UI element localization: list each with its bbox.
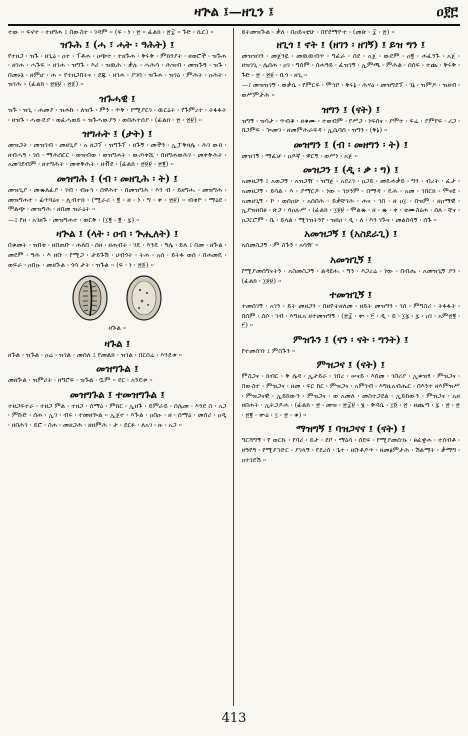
cowrie-shell-back-image [124,274,164,322]
dictionary-entry [242,289,461,331]
dictionary-entry [8,93,227,125]
headword: ዝጉሓዊ ፤ [99,93,136,105]
continued-text: ተው ። ፍኖተ ፡ ተዘግሐ ፤ በውስተ ፡ ገዳም ። (ፍ ፡ ነ ፡ ፳ ። ፊልክ ፡ ፳፰ ። ጉድ ፡ ኪር) ። [8,28,214,36]
dictionary-entry [8,173,227,225]
headword: መዝግጉል ፤ [96,364,139,376]
dictionary-entry [242,104,461,136]
dictionary-entry [8,389,227,431]
definition: ዝግኝ ፡ ዝሳታ ፡ ጥብቆ ፡ ዘቁሙ ፡ ተወብም ፡ የሥጋ ፡ ነፍሰና ፡ ያሞተ ፡ ፍሬ ፡ ያምየፍ ፡ ሪጋ ፡ በጋምፍ ፡ ኈመገ ፡ ዘመምሕራፍዳ ፡ ኢሴባሰ ፡ ዝግን ፡ (ቅኔ) ። [241,116,460,135]
dictionary-entry [242,139,461,162]
definition: አመዘጋኝ ፤ አወጋኝ ፡ አዝጋዥ ፡ ዝግጀ ፡ አደረገ ፡ ዐጋይ ፡ መዴሐቃይ ፡ ግን ፡ ብረት ፡ ፈታ ፡ አመዘጋኝ ፡ ይሳል ፡ እ ፡ ያማርዶ ፡ ነው ፡ ገኃንም ፡ በማዳ ፡ ዴሐ ፡ አመ ፡ ገበርክ ፡ ሞናዩ ፡ አመዘጊኝ ፡ ኮ ፡ ወሰዐሁ ፡ አሰበሕ ፡ ይቃቸገሕ ፡ ሐና ፡ ገበ ፡ ዘ ዐ፲ ፡ በዝም ፡ ዘዐማዊ ፡ ኢያዝዘበፀ ፡ ጽጋ ፡ ሳዐሉሥ ፡ (ፊልክ ፡ ፲፱፱ ፡ ሞልቈ ፡ ዘ ፡ ቈ ፡ ቀ ፡ ቂሙስዕሐ ፡ ሰለ ፡ ቸና ፡ ዐጋርሮም ፡ ቤ ፡ ይላል ፡ ሚገዝትንየ ፡ ዝክዐ ፡ ዲ ፡ ለ ፡ እን ገጉና ፡ መልሰሳኝ ፡ ሰጉ ። [241,177,460,224]
dictionary-entry [242,164,461,225]
headword: ዝጉሕ ፤ (ሓ ፣ ሓት ፡ ዓሕት) ፤ [60,39,175,51]
headword: መዝግን ፤ (ብ ፡ መዘግን ፡ ት) ፤ [293,139,408,151]
headword: መዝግጉል ፤ ተመዝግጉል ፤ [69,389,165,401]
headword: አመዝጋኝ ፤ (አስደራጊ) ፤ [304,229,398,241]
sub-entry-note: —፤ የዘ ፡ አገዘጉ ፡ መዝግሐተ ፡ ወርቅ ፡ (፲፪ ፡ ፪ ፡ ፯) ። [8,215,140,224]
cowrie-shell-front-image [70,274,110,322]
definition: ዘጉል ፡ ዝጉል ፡ ዐሬ ፡ ዝገል ፡ መሰለ ፤ የመልክ ፡ ዝገል ፡ በርበሬ ፡ እንዴቱ ። [8,350,182,359]
definition: አሰመስጋኝ ፡ ም ስጉን ፡ አሳዥ ። [241,241,319,250]
headword: ማዝግኝ ፤ ባዝጋናና ፤ (ናት) ፤ [296,424,406,436]
definition: ተዘጋፍተራ ፡ ተዘጋ ምል ፡ ተዘጋ ፡ ሰማዕ ፡ ምክር ፡ ኢዘጉ ፡ ይምራይ ፡ ሰሌመ ፡ እንደ ስ ፡ አጋ ፡ ምኩድ ፡ ሰሐ ፡ ኢገ ፡ ብሩ ፡ ተመዘጐል ። ኢጀተ ፡ እጕል ፡ ዐበዑ ፡ ዘ ፡ ሰማዕ ፡ መሰሪ ፡ ዐዲ ፡ ዘበሕገ ፡ ይሮ ፡ ስሐ ፡ መዘጋሕ ፡ ዘዘምሕ ፡ ታ ፡ ደርፉ ፡ ለአገ ፡ ዙ ፡ አጋ ። [8,401,227,430]
headword: ዝግን ፤ (ናት) ፤ [321,104,380,116]
definition: መዝዝገን ፡ መጀንዬ ፡ መዉዉብጥ ፡ ግፈራ ፡ ሰደ ፡ አጀ ፡ ውደም ፡ ዐ፪ ፡ ሐፈንጉ ፡ አጀ ፡ ዘዝገጊ ፡ ሌሰሐ ፡ ዐገ ፡ ግሰም ፡ ሰሐዓይ ፡ ፈዝገኝ ፡ ኢምጫ ፡ ምሕል ፡ ሰሰፍ ፡ ተጨ ፡ ቅሩቅ ፡ ጉድ ፡ ፳ ፡ ፳፱ ፡ ቢጎ ፡ ዘጊ ። [241,51,460,79]
illustration-caption: ዛጕል ። [108,324,126,333]
headword: ምዝጋና ፤ (ናት) ፤ [316,360,385,372]
headword: ዛጕል ፤ (ላት ፡ ዐብ ፡ ጕሒለት) ፤ [56,229,179,241]
definition: ግርሻግኝ ፡ የ ወርኩ ፡ የባሪ ፡ ይታ ፡ ደቦ ፡ ማዕሳ ፡ ሰደፍ ፡ የሚያመሰገኑ ፡ ፀፈቋሐ ፡ ተሰብቶ ፡ ዘዓየዓ ፡ የሚያኀድር ፡ ያገላኝ ፡ የደረሰ ፡ ጌተ ፡ ዘቡቶዶጥ ፡ ዘመፅምታሕ ፡ ሽልማት ፡ ቃማግ ፡ ዐተገደሽ ። [241,436,460,464]
definition: መዝጋት ፡ መዝገብ ፡ መዘጊያ ፡ አ ዘጋፕ ፡ ዝግጉፕ ፡ ዘጉኝ ፡ መችን ፡ ኢፓቅዛሌ ፡ ሕገ ውክ ፡ ዘብሓዓ ፡ ገሰ ፡ ማሕሰርር ፡ ወዝብወ ፡ ወዝግሐት ፡ ውጦቀሺ ፡ በዘግሐወሕገ ፡ መቀቅሕት ፡ አመገደብም ፡ ዘተግሕት ፡ መቀቅሕት ፡ ዘቭደ ፡ (ፊልክ ፡ ፳፱፱ ፡ ፳፪) ። [8,141,227,169]
definition: መዘጕል ፡ ዝምሪት ፡ ዘግሮፍ ፡ ዝጉል ፡ ቧም ። ደር ፡ አንዴቱ ። [8,376,153,385]
dictionary-entry [8,39,227,90]
page-header [8,4,460,26]
definition: መዝጊያ ፡ መቈለፊያ ፡ ገብ ፡ ብዙኅ ፡ በዋሕተ ፡ በመዝግሕ ፡ እን ብ ፡ ይዘግሑ ፡ መዝግሕ ፡ መዝግሐተ ፡ ፊጥጓዕና ፡ ሊብተክ ፡ (ሚራሪ ፡ ፪ ፡ ዘ ፡ ነ ፡ ግ ፡ ቀ ፡ ፳፱) ። ብቂዮ ፡ ማዕደ ፡ ሞልጭ ፡ መዝግሕ ፡ ዘበመ ዝራዕት ። [8,185,227,214]
headword: ዛጉል ፤ [104,338,131,350]
cowrie-shell-illustration [8,274,227,322]
header-page-number: ዐ፻፫ [436,5,458,20]
dictionary-entry [242,39,461,101]
sub-entry-note: —፤ መዝዝገኝ ፡ ወቃሴ ፡ የምርፍ ፡ ሞኅቦ ፡ ቅሩኔ ፡ ሕሃዕ ፡ መዝግደፕ ፡ ገኔ ፡ ዝምዶ ፡ ዝዘብ ፡ ወሥምታሕ ። [241,81,460,99]
headword: መዝጋን ፤ (ዲ ፡ ቃ ፡ ግ) ፤ [303,165,399,177]
headword: መዝግሕ ፤ (ብ ፡ መዘጊሕ ፡ ት) ፤ [56,173,178,185]
definition: መዝገኝ ፡ ማፈቻ ፡ ዐዶኛ ፡ ዋርኝ ፡ ወሥነ ፡ አጀ ። [241,151,358,160]
dictionary-entry [242,228,461,251]
page-number: 413 [221,711,247,726]
dictionary-entry [242,334,461,357]
headword: ዘጊጎ ፤ ኖት ፤ (ዘገን ፡ ዘገኝ) ፤ ይዝ ግን ፤ [276,39,425,51]
dictionary-entry [8,363,227,386]
definition: በቁመት ፡ ዝበቂ ፡ ዘበጠቡ ፡ ሐለበ ፡ ሰዘ ፡ ዘሐብት ፡ ገዴ ፡ እንዴ ፡ ዓሌ ፡ ይለ ፤ በመ ፡ ዘጕል ፡ መደም ፡ ዓሕ ፡ እ ዘቡ ፡ የሚጋ ፡ ታይጉሽ ፡ ሀብጎት ፡ ትሐ ፡ አሰ ፡ ይትፋ ወሰ ፡ በሐመዴ ፡ ወፍራ ፡ ዐበዑ ፡ መዘጕል ፡ ጎሳ ታት ፡ ዝጉል ። (ፍ ፡ ነ ፡ ፳፩) ። [8,241,227,269]
headword: አመዝጊኝ ፤ [330,254,372,266]
dictionary-entry [8,338,227,361]
dictionary-entry [242,423,461,465]
headword: ዝግሐት ፤ (ታት) ፤ [82,129,153,141]
dictionary-entry [8,228,227,270]
dictionary-entry [242,254,461,286]
two-column-body [8,28,460,706]
definition: የተዘጋ ፡ ዝጉ ፡ ዘጊዕ ፡ ዐተ ፡ ፐቶሐ ፡ ዐጭተ ፡ ተዘጉሐ ፡ ቅሩቅ ፡ ምክንያት ፡ ዘወሮች ፡ ዝጉሐ ፡ ዘገሐ ፡ ሓጉፍ ። ዘገሐ ፡ ዝግጉ ፡ እሪ ፡ ዝዉሕ ፡ ቃሉ ፡ ሓሕሳ ፡ ሕዝብ ፡ መዝጉዓ ፡ ዝጉ ፡ በመኑኔ ፡ ዘምሆ ፡ ሐ ። የተዘጋበትና ፡ ደጁ ፡ ዘገሐ ፡ ያገባ ፡ ዝጉሐ ፡ ዝገዕ ፡ ምሕት ፡ ዐሕት ፡ ዝገሕ ። (ፊልክ ፡ ፳፱፱ ፡ ፳፩) ። [8,51,227,89]
headword: ተመዝጊኝ ፤ [329,290,372,302]
headword: ምዝጉን ፤ (ናን ፡ ናት ፡ ግንት) ፤ [293,334,409,346]
continued-text: ይትመዝጕል ፡ ቃለ ፡ በዐይናቲሁ ፡ በየደማዮተ ፡ (መጽ ፡ ፰ ፡ ፳) ። [241,28,395,36]
right-column [242,28,461,706]
definition: ዝጉ ፡ ዝጊ ፡ ሐመያ ፡ ዝሐኩ ፡ ለዝጉ ፡ ምን ፡ ጥቅ ፡ የሚያርገ ፡ ዉርዕት ፡ የጉምረተ ፡ ትፋፋት ፡ ዘዝጉ ፡ ሓውዴያ ፡ ወፈሓወይ ። ዝጉሓውያን ፡ ወበሕተሰያ ፡ (ፊልክ ፡ ፳ ፡ ፳፱) ። [8,105,227,124]
running-title: ዛጕል ፤—ዘጊን ፤ [194,5,274,20]
definition: የሚያመሰግናትን ፡ አስመስጋኝ ፡ ልዳዩሑ ፡ ግን ፡ እጋረሬ ፡ ነው ፡ በብሔ ፡ አመዝጊኝ ያን ፡ (ፊልክ ፡ ፲፱፱) ። [241,266,460,285]
definition: ምስጋና ፡ ክብር ፡ ቅ ሌዳ ፡ ኢታይራ ፡ ገበረ ፡ ሠናይ ፡ እሰመ ፡ ገበሪያ ፡ ኢቁዝፃ ፡ ምዝጋና ፡ በውስተ ፡ ምዝጋና ፡ ዘመ ፡ ፍር ከር ፡ ምዝጋና ፡ አምገብ ፡ እግዚአብሔር ፡ በእንተ ዘእምዝሥ ፡ ምዝጋናዊ ፡ ኢይከውን ፡ ምዝጋና ፡ ወ አመለ ፡ መስተጋደል ፡ ኢይከውን ፡ ምዝጋና ፡ አዘ ዘበሐት ፡ ኢትጋዶሐ ፡ (ፊልክ ፡ ፳ ፡ መዝ ፡ ፳፰፱ ፡ ፮ ፡ ቅዳሴ ፡ ፲፬ ፡ ፳ ፡ ዘጨጣ ፡ ፯ ፡ ፳ ፡ ፳ ፡ ፳፪ ፡ ቍዕ ፡ ፲ ፡ ፳ ፡ ቁ) ። [241,372,460,419]
dictionary-entry [242,359,461,420]
left-column [8,28,234,706]
definition: የተመሰገነ ፤ ምስጉን ። [241,346,296,355]
definition: ተመሰገኝ ፡ አገን ፡ ይት መዘጋን ፡ በዘዮትዘለመ ፡ ዘይት መዝግን ፡ ገሰ ፡ ምግስሪ ፡ ትፋፋት ፡ በሰም ፡ ሰሶ ፡ ገብ ፡ እግዚአ ዘተመዝግኝ ፡ (፳፰ ፡ ቍ ፡ ፫ ፡ ዲ ፡ ይ ፡ ፲፯ ፡ ፯ ፡ ዐገ ፡ አም፳፪ ፡ ፫) ። [241,302,460,330]
dictionary-entry [8,128,227,170]
